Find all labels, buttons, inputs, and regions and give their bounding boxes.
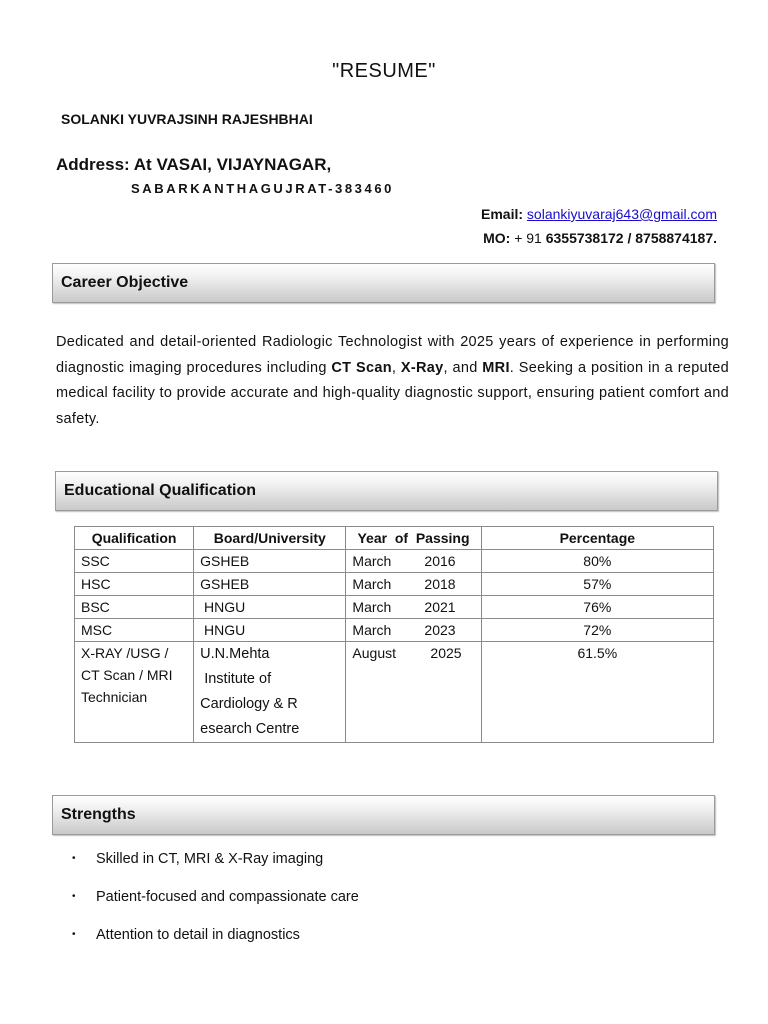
header-year: Year of Passing (346, 527, 481, 550)
list-item (56, 886, 359, 924)
email-link[interactable]: solankiyuvaraj643@gmail.com (526, 206, 717, 222)
cell-year-value: 2018 (424, 576, 456, 592)
cell-percentage: 72% (481, 619, 713, 642)
qualification-line: CT Scan / MRI (81, 667, 173, 683)
strength-text: Skilled in CT, MRI & X-Ray imaging (96, 851, 324, 867)
cell-year (346, 573, 481, 596)
objective-sep-2: , and (443, 359, 483, 376)
table-row (75, 573, 714, 596)
cell-year (346, 596, 481, 619)
strength-text: Patient-focused and compassionate care (96, 889, 359, 905)
strengths-list (56, 848, 359, 962)
header-qualification: Qualification (75, 527, 194, 550)
objective-ct: CT Scan (331, 359, 392, 376)
cell-year (346, 642, 481, 743)
cell-percentage: 80% (481, 550, 713, 573)
cell-board (194, 642, 346, 743)
career-objective-header (52, 263, 715, 303)
document-title: "RESUME" (332, 60, 436, 82)
cell-board: GSHEB (194, 550, 346, 573)
objective-text-1: Dedicated and detail-oriented Radiologic Technologist with 2025 years of experience in performing diagnostic imaging procedures including (56, 334, 729, 376)
cell-year-value: 2016 (424, 553, 456, 569)
education-title: Educational Qualification (64, 482, 257, 499)
cell-board: HNGU (194, 619, 346, 642)
cell-percentage: 61.5% (481, 642, 713, 743)
board-line: Cardiology & R (200, 696, 298, 712)
cell-month: March (352, 553, 392, 569)
objective-mri: MRI (482, 359, 510, 376)
mobile-line (483, 230, 717, 246)
cell-qualification: BSC (75, 596, 194, 619)
bullet-icon: • (72, 929, 76, 940)
cell-qualification (75, 642, 194, 743)
cell-month: August (352, 645, 396, 661)
bullet-icon: • (72, 891, 76, 902)
cell-year-value: 2023 (424, 622, 456, 638)
cell-qualification: HSC (75, 573, 194, 596)
cell-qualification: MSC (75, 619, 194, 642)
mobile-numbers: 6355738172 / 8758874187. (545, 230, 717, 246)
email-line (481, 206, 717, 222)
cell-percentage: 76% (481, 596, 713, 619)
cell-year (346, 619, 481, 642)
cell-year-value: 2021 (424, 599, 456, 615)
strengths-title: Strengths (61, 806, 136, 823)
address-line-2: SABARKANTHAGUJRAT-383460 (131, 181, 394, 196)
table-row (75, 642, 714, 743)
email-label: Email: (481, 206, 524, 222)
objective-sep-1: , (391, 359, 401, 376)
table-header-row (75, 527, 714, 550)
cell-year-value: 2025 (430, 645, 462, 661)
cell-board: HNGU (194, 596, 346, 619)
cell-month: March (352, 576, 392, 592)
qualification-line: X-RAY /USG / (81, 645, 169, 661)
mobile-label: MO: (483, 230, 511, 246)
bullet-icon: • (72, 853, 76, 864)
strength-text: Attention to detail in diagnostics (96, 927, 300, 943)
education-table (74, 526, 714, 743)
mobile-prefix: + 91 (514, 230, 542, 246)
cell-board: GSHEB (194, 573, 346, 596)
candidate-name: SOLANKI YUVRAJSINH RAJESHBHAI (61, 111, 313, 127)
objective-text-2: . Seeking a position in a reputed medical facility to provide accurate and high-quality diagnostic support, ensuring patient comfort and safety. (56, 359, 729, 427)
list-item (56, 848, 359, 886)
header-board: Board/University (194, 527, 346, 550)
objective-xray: X-Ray (400, 359, 444, 376)
cell-year (346, 550, 481, 573)
table-row (75, 550, 714, 573)
list-item (56, 924, 359, 962)
cell-qualification: SSC (75, 550, 194, 573)
board-line: Institute of (200, 671, 272, 687)
cell-month: March (352, 622, 392, 638)
cell-percentage: 57% (481, 573, 713, 596)
career-objective-title: Career Objective (61, 274, 189, 291)
strengths-header (52, 795, 715, 835)
table-row (75, 596, 714, 619)
header-percentage: Percentage (481, 527, 713, 550)
cell-month: March (352, 599, 392, 615)
board-line: U.N.Mehta (200, 646, 270, 662)
address-line-1: Address: At VASAI, VIJAYNAGAR, (56, 155, 332, 174)
qualification-line: Technician (81, 689, 148, 705)
career-objective-text (56, 330, 729, 432)
education-header (55, 471, 718, 511)
table-row (75, 619, 714, 642)
board-line: esearch Centre (200, 721, 300, 737)
